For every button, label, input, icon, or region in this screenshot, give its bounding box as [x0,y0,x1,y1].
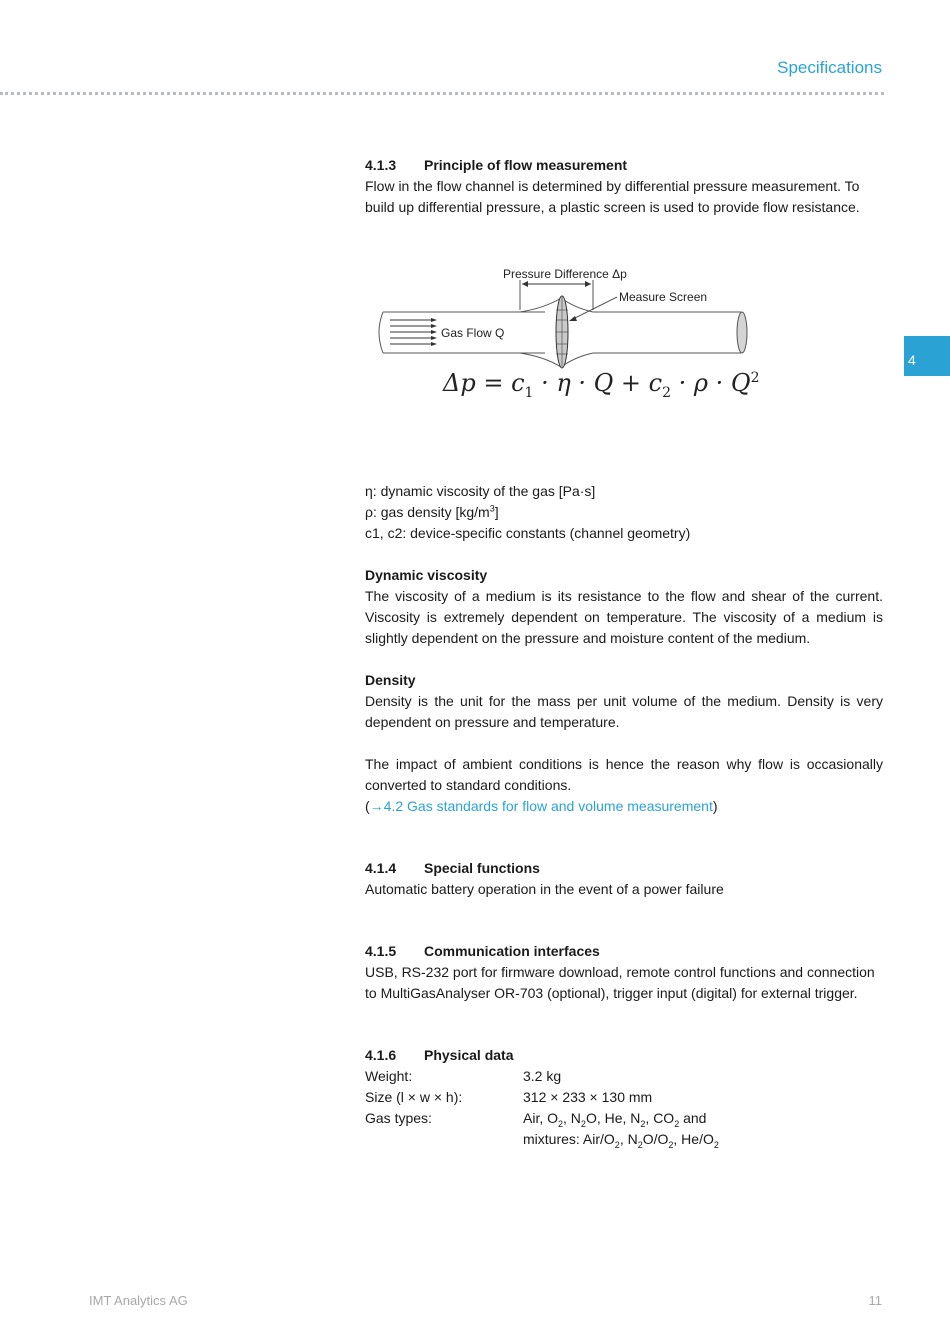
formula-lhs: Δp = c [443,369,525,397]
definition-rho-sup: 3 [489,503,495,514]
formula-sub-1: 1 [524,384,534,401]
footer-company: IMT Analytics AG [89,1293,188,1308]
weight-label: Weight: [365,1068,413,1084]
definition-constants: c1, c2: device-specific constants (channel geometry) [365,525,691,541]
section-number: 4.1.5 [365,943,397,959]
header-dotted-rule [0,92,884,95]
measure-screen-label: Measure Screen [619,290,708,304]
formula-sub-2: 2 [662,384,671,401]
definition-rho-suffix: ] [494,504,499,520]
gas-types-value: Air, $O_2$, $N_2O$, He, $N_2$, $CO_2$ and mixtures: Air/$O_2$, $N_2O/O_2$, $He/O_2$ [523,1110,719,1150]
footer-page-number: 11 [868,1293,882,1308]
section-title: Physical data [424,1047,514,1063]
formula-rhs: · ρ · Q [671,369,751,397]
formula-mid: · η · Q + c [533,369,663,397]
gas-flow-label: Gas Flow Q [441,326,505,340]
section-4-1-3-text: Flow in the flow channel is determined by differential pressure measurement. To build up differential pressure, a plastic screen is used to provide flow resistance. [365,178,860,215]
section-4-1-4-text: Automatic battery operation in the event of a power failure [365,881,724,897]
viscosity-text: The viscosity of a medium is its resistance to the flow and shear of the current. Viscosity is extremely dependent on temperature. The viscosity of a medium is slightly dependent on the pressure and moisture content of the medium. [365,588,883,646]
gas-standards-link[interactable]: →4.2 Gas standards for flow and volume measurement [369,798,713,814]
section-4-1-3-heading [365,155,883,176]
chapter-tab: 4 [904,336,950,376]
formula-sup: 2 [750,370,760,386]
section-4-1-5-heading [365,941,883,962]
size-label: Size (l × w × h): [365,1089,463,1105]
size-value: 312 × 233 × 130 mm [523,1089,653,1105]
ambient-impact-text: The impact of ambient conditions is hence the reason why flow is occasionally converted to standard conditions. [365,756,883,793]
gas-standards-reference [365,796,883,817]
pressure-formula [443,368,759,404]
pressure-difference-label: Pressure Difference Δp [503,267,627,281]
link-open-paren: ( [365,798,370,814]
main-content [365,155,883,1150]
viscosity-heading: Dynamic viscosity [365,567,488,583]
definition-eta: η: dynamic viscosity of the gas [Pa·s] [365,483,596,499]
section-title: Communication interfaces [424,943,600,959]
gas-types-row [365,1108,883,1150]
weight-row [365,1066,883,1087]
link-close-paren: ) [712,798,718,814]
section-title: Principle of flow measurement [424,157,628,173]
section-title: Special functions [424,860,540,876]
weight-value: 3.2 kg [523,1068,562,1084]
section-number: 4.1.4 [365,860,397,876]
size-row [365,1087,883,1108]
gas-types-label: Gas types: [365,1110,432,1126]
section-number: 4.1.6 [365,1047,397,1063]
definition-rho [365,502,883,523]
section-number: 4.1.3 [365,157,397,173]
section-4-1-6-heading [365,1045,883,1066]
section-4-1-4-heading [365,858,883,879]
definition-rho-prefix: ρ: gas density [kg/m [365,504,490,520]
density-heading: Density [365,672,416,688]
section-4-1-5-text: USB, RS-232 port for firmware download, remote control functions and connection to MultiGasAnalyser OR-703 (optional), trigger input (digital) for external trigger. [365,964,875,1001]
page-header-title: Specifications [777,58,882,77]
flow-measurement-figure [365,260,883,415]
density-text: Density is the unit for the mass per unit volume of the medium. Density is very dependent on pressure and temperature. [365,693,883,730]
